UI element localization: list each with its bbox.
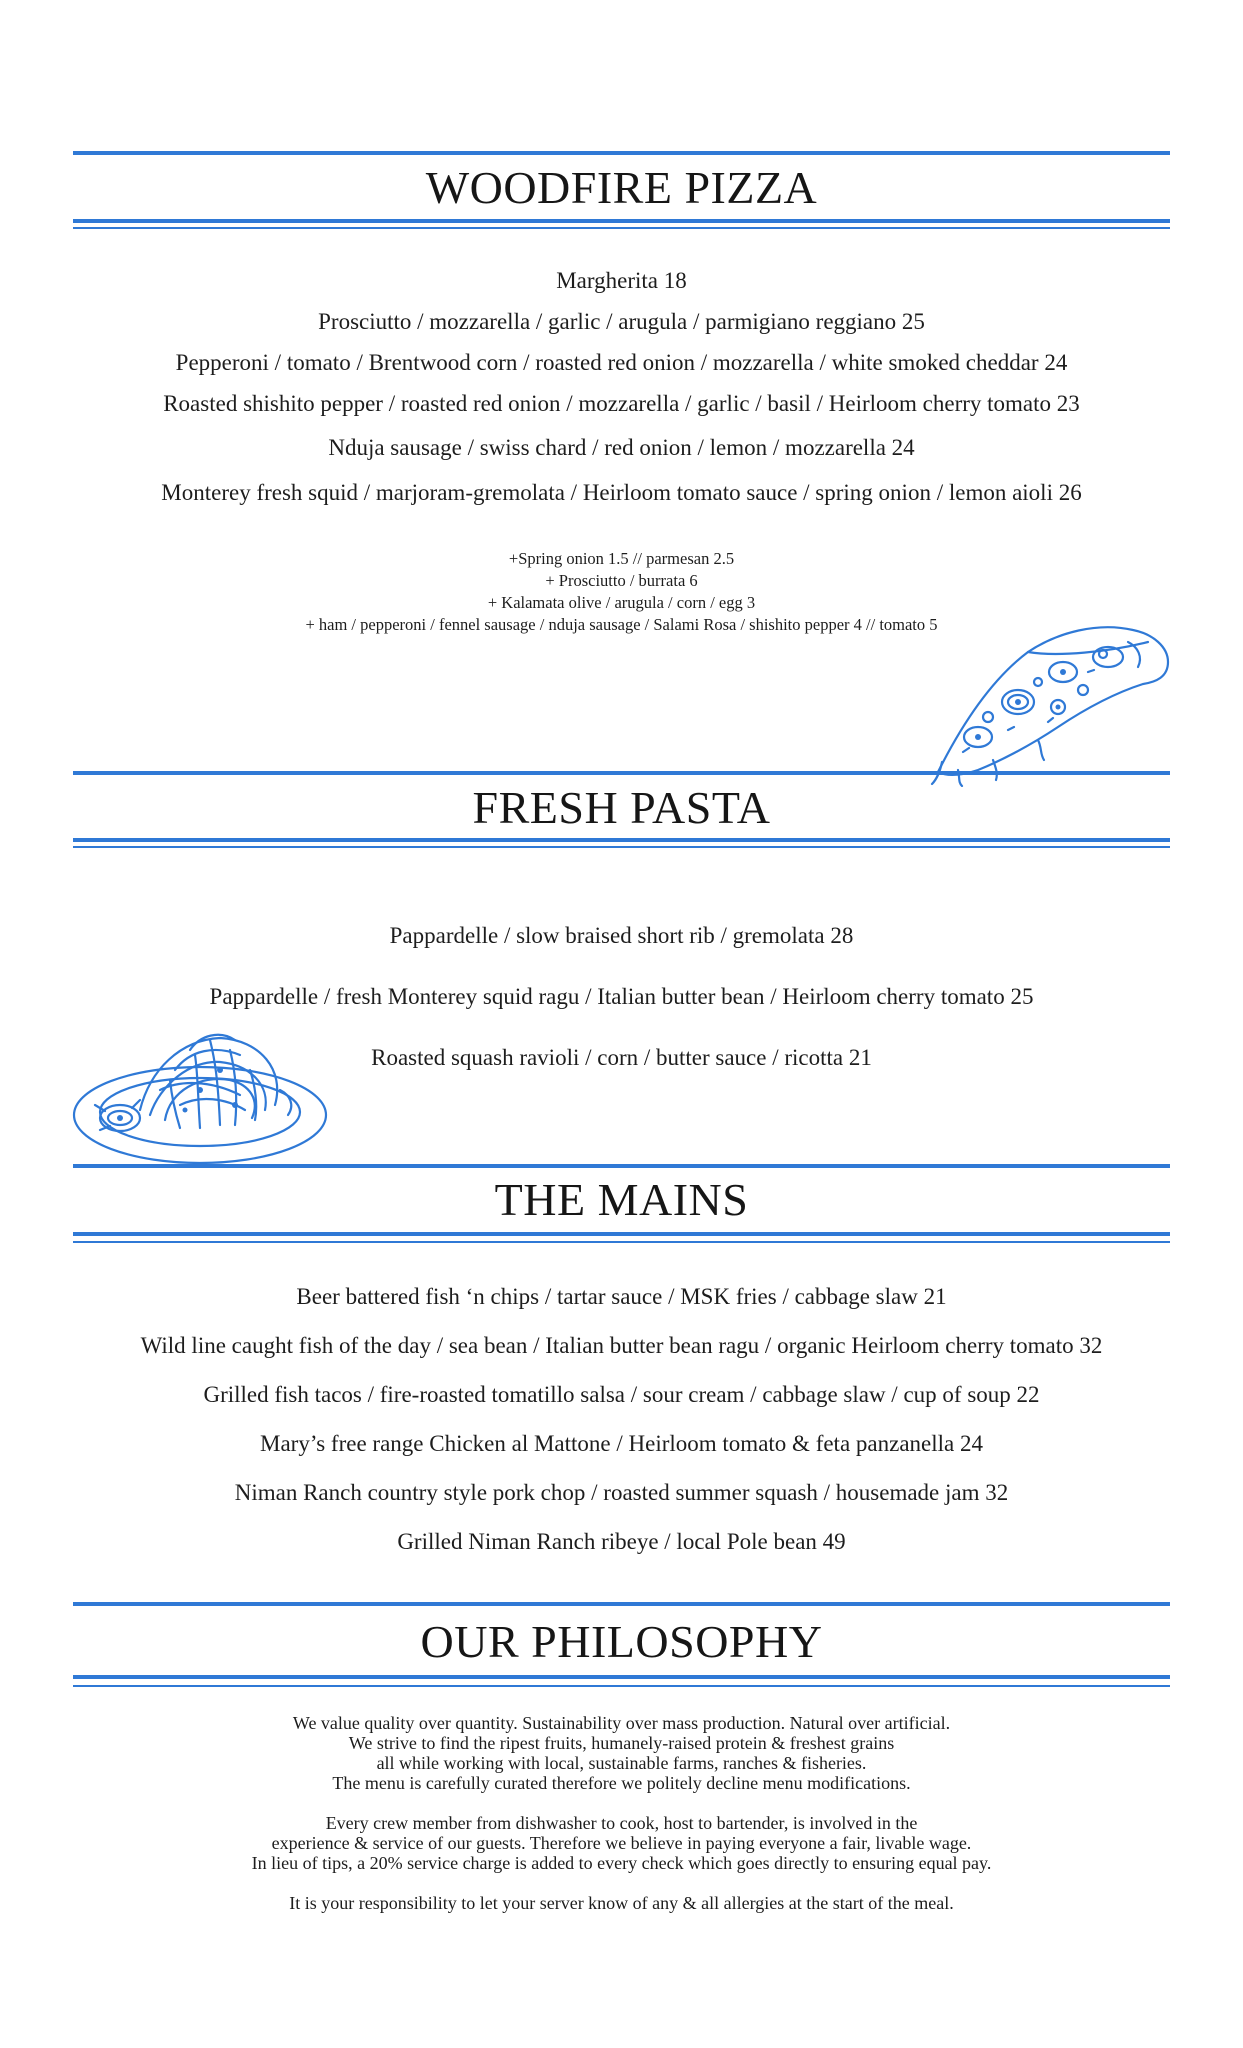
mains-item: Beer battered fish ‘n chips / tartar sauce / MSK fries / cabbage slaw 21 [296,1284,947,1309]
philosophy-line: We value quality over quantity. Sustainability over mass production. Natural over artificial. [292,1713,951,1733]
pizza-item: Roasted shishito pepper / roasted red onion / mozzarella / garlic / basil / Heirloom cherry tomato 23 [163,391,1080,416]
pizza-slice-icon [918,612,1178,787]
mains-item: Grilled Niman Ranch ribeye / local Pole bean 49 [397,1529,846,1554]
philosophy-paragraph [0,1893,1243,1913]
section-top-rule [73,151,1170,155]
section-bottom-rule-thin [73,846,1170,848]
section-top-rule [73,771,1170,775]
pizza-section-title: WOODFIRE PIZZA [425,162,818,213]
addon-line: + Prosciutto / burrata 6 [545,571,698,590]
addon-line: + ham / pepperoni / fennel sausage / nduja sausage / Salami Rosa / shishito pepper 4 // tomato 5 [305,615,938,634]
philosophy-line: It is your responsibility to let your server know of any & all allergies at the start of the meal. [289,1893,954,1913]
mains-item: Wild line caught fish of the day / sea bean / Italian butter bean ragu / organic Heirloom cherry tomato 32 [140,1333,1103,1358]
section-bottom-rule [73,838,1170,842]
pasta-section-title: FRESH PASTA [472,782,771,833]
pizza-item: Margherita 18 [556,268,687,293]
philosophy-section-title: OUR PHILOSOPHY [420,1616,823,1667]
philosophy-line: experience & service of our guests. Therefore we believe in paying everyone a fair, livable wage. [271,1833,972,1853]
philosophy-line: Every crew member from dishwasher to cook, host to bartender, is involved in the [325,1813,918,1833]
addon-line: + Kalamata olive / arugula / corn / egg 3 [487,593,756,612]
section-bottom-rule-thin [73,1685,1170,1687]
mains-item: Mary’s free range Chicken al Mattone / Heirloom tomato & feta panzanella 24 [260,1431,983,1456]
pizza-item: Monterey fresh squid / marjoram-gremolata / Heirloom tomato sauce / spring onion / lemon aioli 26 [161,480,1082,505]
section-top-rule [73,1164,1170,1168]
section-bottom-rule-thin [73,1241,1170,1243]
philosophy-text [0,1713,1243,1933]
addon-line: +Spring onion 1.5 // parmesan 2.5 [508,549,735,568]
philosophy-line: In lieu of tips, a 20% service charge is added to every check which goes directly to ensuring equal pay. [251,1853,992,1873]
pasta-plate-icon [70,1010,335,1170]
pizza-item: Pepperoni / tomato / Brentwood corn / roasted red onion / mozzarella / white smoked cheddar 24 [175,350,1068,375]
section-bottom-rule [73,1675,1170,1679]
section-bottom-rule-thin [73,227,1170,229]
philosophy-line: all while working with local, sustainable farms, ranches & fisheries. [376,1753,867,1773]
mains-item: Niman Ranch country style pork chop / roasted summer squash / housemade jam 32 [234,1480,1009,1505]
section-bottom-rule [73,219,1170,223]
philosophy-paragraph [0,1813,1243,1873]
philosophy-line: The menu is carefully curated therefore we politely decline menu modifications. [332,1773,911,1793]
section-bottom-rule [73,1232,1170,1236]
pizza-item: Prosciutto / mozzarella / garlic / arugula / parmigiano reggiano 25 [318,309,925,334]
mains-item: Grilled fish tacos / fire-roasted tomatillo salsa / sour cream / cabbage slaw / cup of soup 22 [203,1382,1040,1407]
philosophy-line: We strive to find the ripest fruits, humanely-raised protein & freshest grains [348,1733,895,1753]
pasta-item: Roasted squash ravioli / corn / butter sauce / ricotta 21 [371,1045,872,1070]
section-top-rule [73,1602,1170,1606]
pizza-item: Nduja sausage / swiss chard / red onion / lemon / mozzarella 24 [328,435,915,460]
pasta-item: Pappardelle / slow braised short rib / gremolata 28 [389,923,854,948]
mains-section-title: THE MAINS [494,1174,749,1225]
philosophy-paragraph [0,1713,1243,1793]
pasta-item: Pappardelle / fresh Monterey squid ragu / Italian butter bean / Heirloom cherry tomato 25 [209,984,1034,1009]
